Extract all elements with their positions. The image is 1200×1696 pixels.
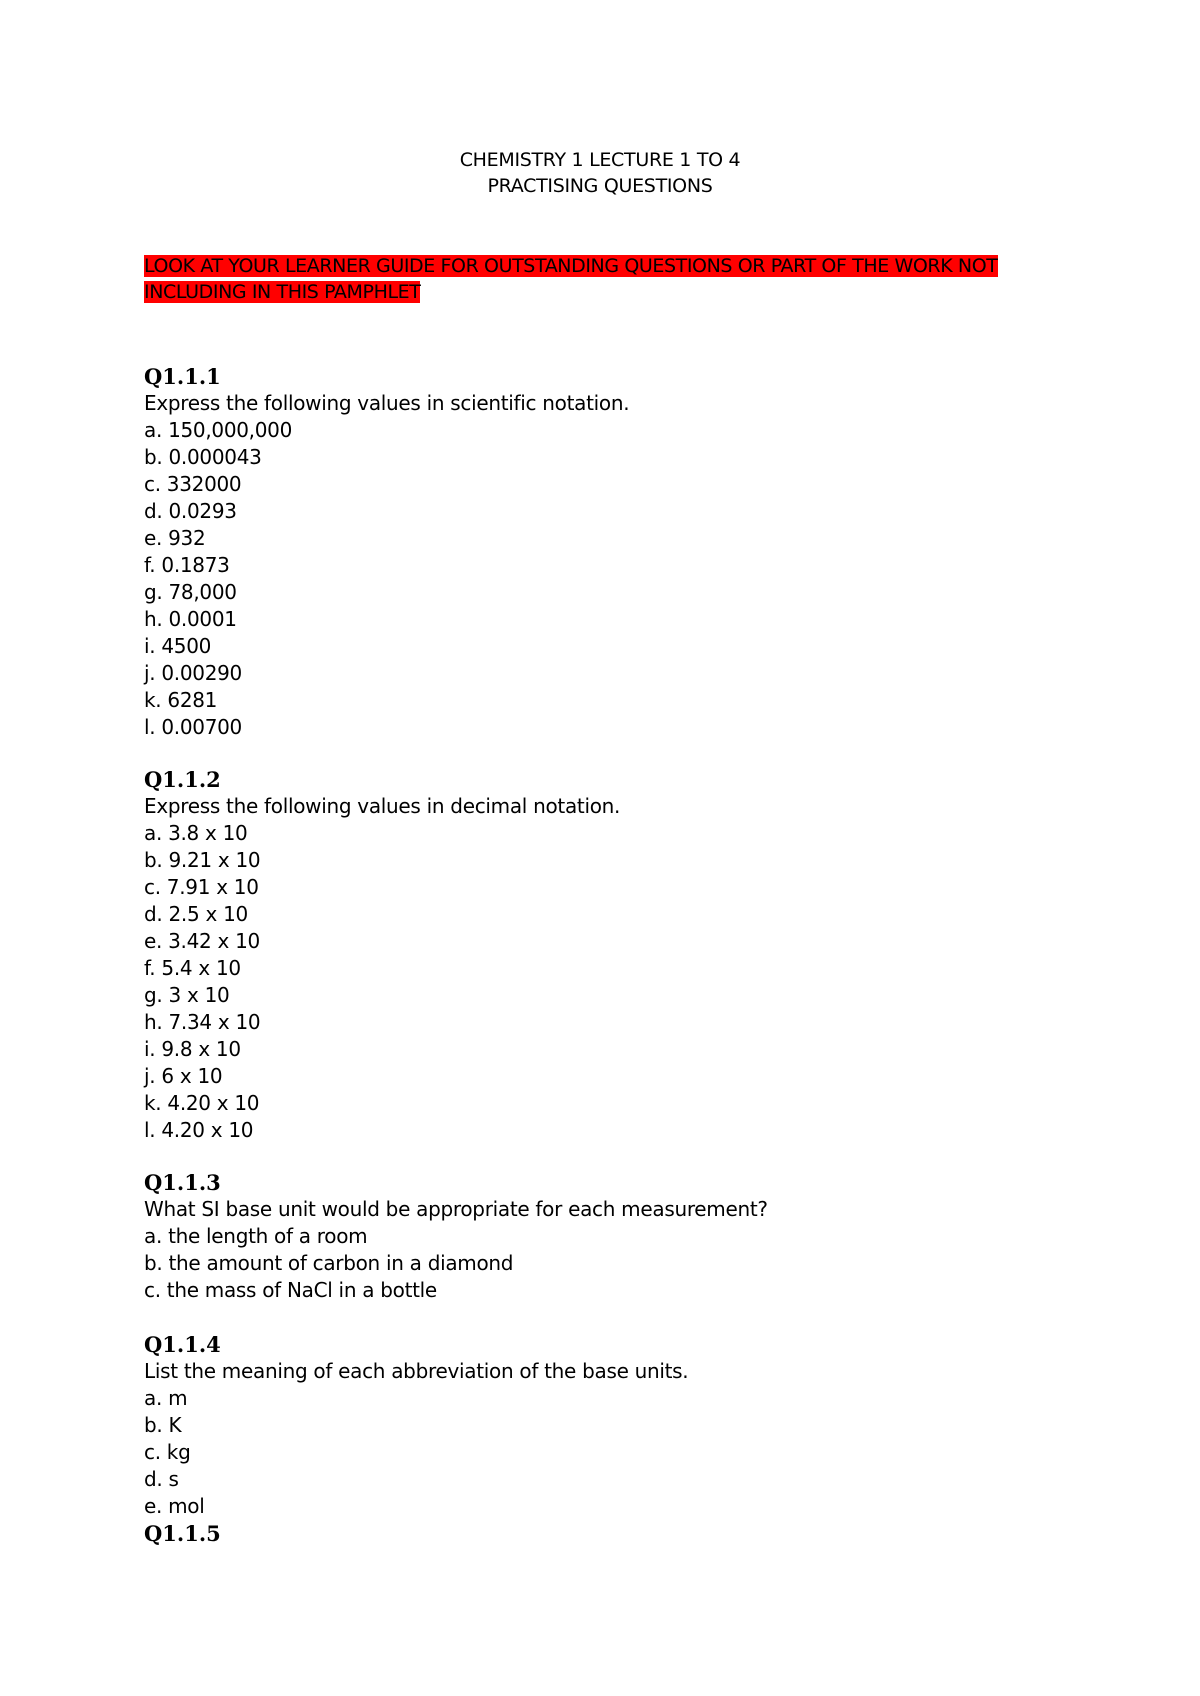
question-q1-1-1 xyxy=(144,363,1044,741)
document-subtitle: PRACTISING QUESTIONS xyxy=(487,175,713,197)
list-item: d. s xyxy=(144,1467,179,1491)
question-heading: Q1.1.3 xyxy=(144,1170,221,1195)
list-item: b. 9.21 x 10 xyxy=(144,848,261,872)
highlighted-notice xyxy=(144,253,1016,305)
list-item: a. the length of a room xyxy=(144,1224,368,1248)
question-q1-1-4 xyxy=(144,1331,1044,1520)
list-item: a. 150,000,000 xyxy=(144,418,293,442)
list-item: d. 2.5 x 10 xyxy=(144,902,248,926)
notice-text: LOOK AT YOUR LEARNER GUIDE FOR OUTSTANDING QUESTIONS OR PART OF THE WORK NOT INCLUDING IN THIS PAMPHLET xyxy=(144,255,998,303)
list-item: c. 7.91 x 10 xyxy=(144,875,259,899)
list-item: k. 4.20 x 10 xyxy=(144,1091,260,1115)
question-q1-1-5 xyxy=(144,1520,1044,1547)
list-item: h. 7.34 x 10 xyxy=(144,1010,261,1034)
list-item: g. 3 x 10 xyxy=(144,983,230,1007)
list-item: h. 0.0001 xyxy=(144,607,237,631)
list-item: e. 3.42 x 10 xyxy=(144,929,260,953)
list-item: l. 4.20 x 10 xyxy=(144,1118,254,1142)
list-item: b. the amount of carbon in a diamond xyxy=(144,1251,514,1275)
question-heading: Q1.1.1 xyxy=(144,364,221,389)
list-item: g. 78,000 xyxy=(144,580,237,604)
list-item: d. 0.0293 xyxy=(144,499,237,523)
list-item: k. 6281 xyxy=(144,688,218,712)
question-heading: Q1.1.2 xyxy=(144,767,221,792)
list-item: f. 5.4 x 10 xyxy=(144,956,241,980)
question-heading: Q1.1.4 xyxy=(144,1332,221,1357)
list-item: a. 3.8 x 10 xyxy=(144,821,248,845)
question-prompt: Express the following values in scientific notation. xyxy=(144,391,630,415)
question-q1-1-3 xyxy=(144,1169,1044,1304)
list-item: l. 0.00700 xyxy=(144,715,242,739)
question-q1-1-2 xyxy=(144,766,1044,1144)
list-item: c. the mass of NaCl in a bottle xyxy=(144,1278,437,1302)
list-item: e. mol xyxy=(144,1494,205,1518)
list-item: c. 332000 xyxy=(144,472,242,496)
list-item: j. 0.00290 xyxy=(144,661,242,685)
list-item: e. 932 xyxy=(144,526,206,550)
document-title: CHEMISTRY 1 LECTURE 1 TO 4 xyxy=(459,149,741,171)
list-item: j. 6 x 10 xyxy=(144,1064,223,1088)
question-prompt: List the meaning of each abbreviation of the base units. xyxy=(144,1359,689,1383)
list-item: f. 0.1873 xyxy=(144,553,230,577)
list-item: a. m xyxy=(144,1386,188,1410)
question-prompt: Express the following values in decimal notation. xyxy=(144,794,621,818)
list-item: b. K xyxy=(144,1413,182,1437)
list-item: b. 0.000043 xyxy=(144,445,262,469)
question-heading: Q1.1.5 xyxy=(144,1521,221,1546)
question-prompt: What SI base unit would be appropriate for each measurement? xyxy=(144,1197,768,1221)
list-item: i. 9.8 x 10 xyxy=(144,1037,241,1061)
list-item: c. kg xyxy=(144,1440,191,1464)
list-item: i. 4500 xyxy=(144,634,212,658)
